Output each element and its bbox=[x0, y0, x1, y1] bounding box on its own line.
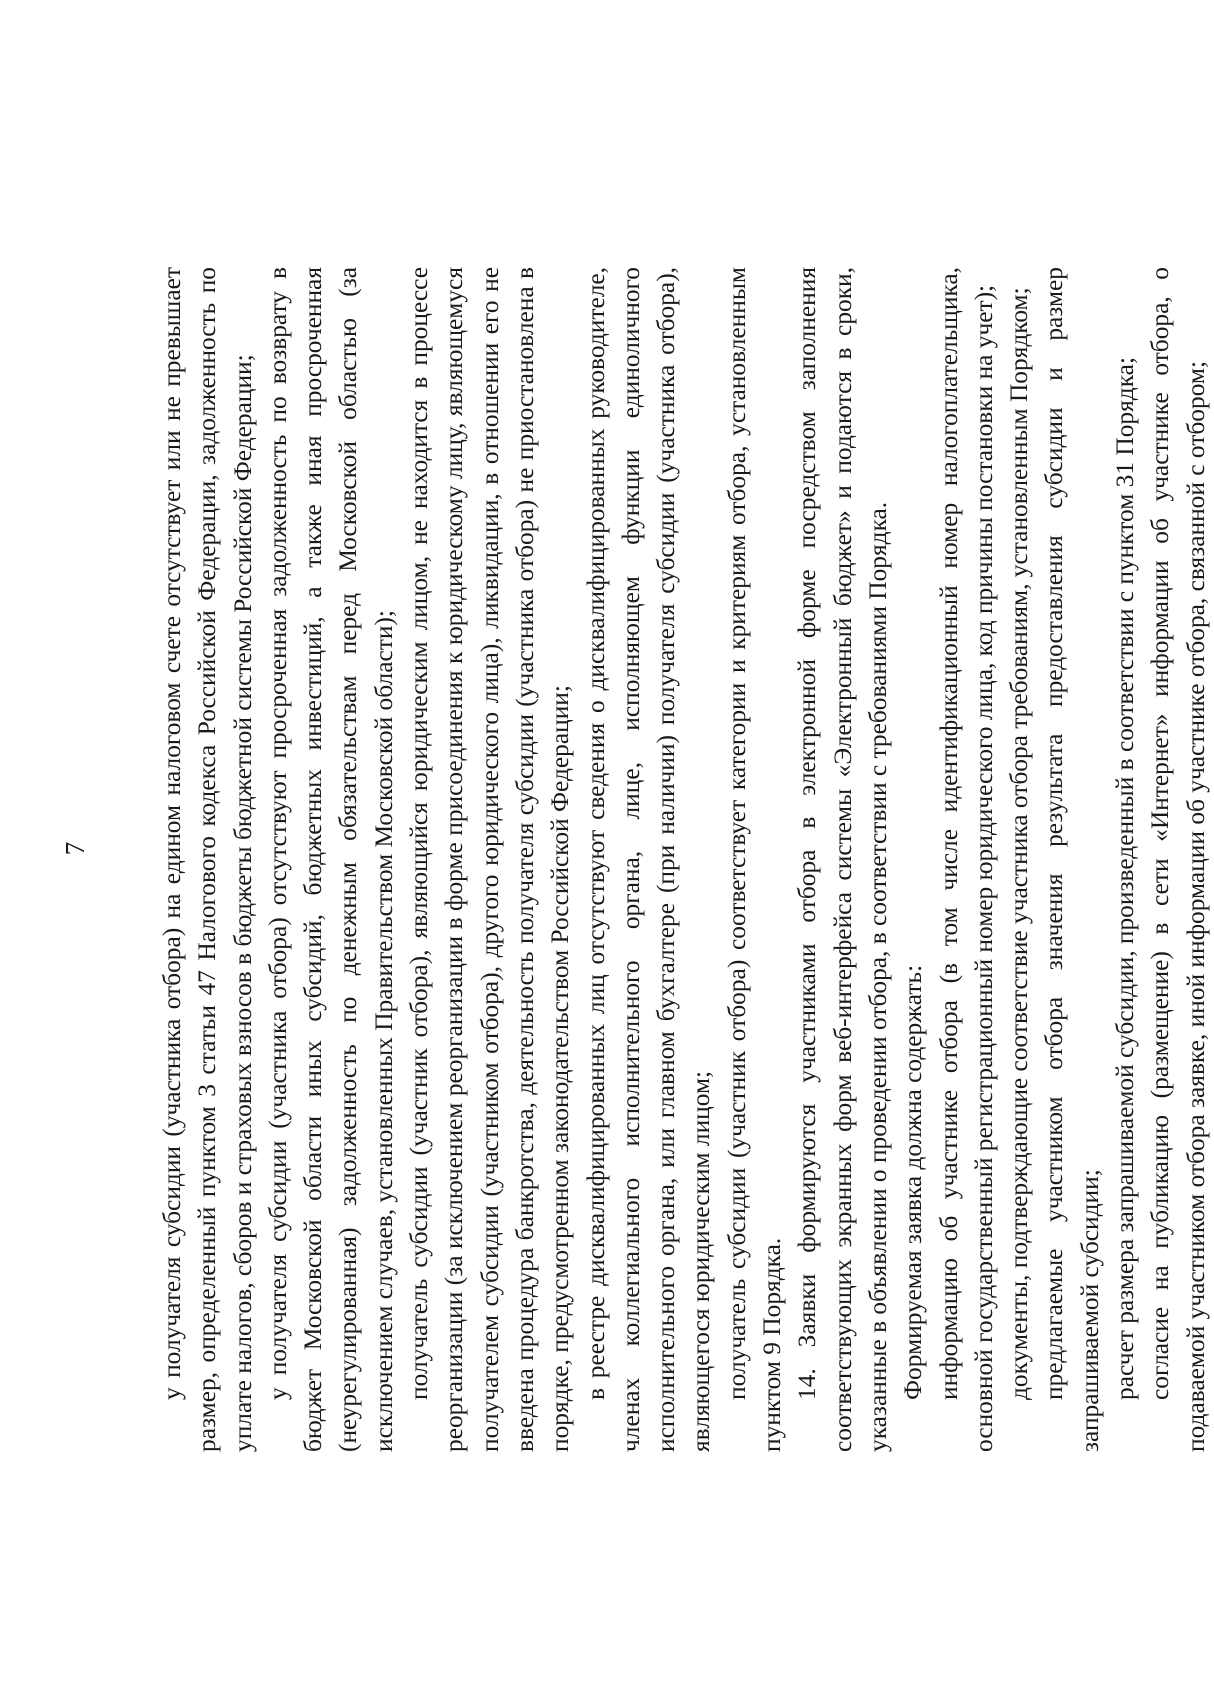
paragraph-9: документы, подтверждающие соответствие участника отбора требованиям, установленным Порядком; bbox=[1005, 287, 1034, 1400]
paragraph-2: у получателя субсидии (участника отбора) отсутствуют просроченная задолженность по возврату в бюджет Московской области иных субсидий, бюджетных инвестиций, а также иная просроченная (неурегулированная) задолженность по денежным обязательствам перед Московской областью (за исключением случаев, установленных Правительством Московской области); bbox=[263, 267, 398, 1452]
paragraph-8: информацию об участнике отбора (в том числе идентификационный номер налогоплательщика, основной государственный регистрационный номер юридического лица, код причины постановки на учет); bbox=[934, 267, 998, 1452]
paragraph-6: 14. Заявки формируются участниками отбора в электронной форме посредством заполнения соответствующих экранных форм веб-интерфейса системы «Электронный бюджет» и подаются в сроки, указанные в объявлении о проведении отбора, в соответствии с требованиями Порядка. bbox=[793, 267, 892, 1452]
paragraph-12: согласие на публикацию (размещение) в сети «Интернет» информации об участнике отбора, о подаваемой участником отбора заявке, иной информации об участнике отбора, связанной с отбором; bbox=[1146, 267, 1210, 1452]
paragraph-4: в реестре дисквалифицированных лиц отсутствуют сведения о дисквалифицированных руководителе, членах коллегиального исполнительного органа, лице, исполняющем функции единоличного исполнительного органа, или главном бухгалтере (при наличии) получателя субсидии (участника отбора), являющегося юридическим лицом; bbox=[581, 267, 716, 1452]
paragraph-5: получатель субсидии (участник отбора) соответствует категории и критериям отбора, установленным пунктом 9 Порядка. bbox=[722, 267, 787, 1452]
paragraph-11: расчет размера запрашиваемой субсидии, произведенный в соответствии с пунктом 31 Порядка; bbox=[1111, 357, 1140, 1400]
paragraph-10: предлагаемые участником отбора значения результата предоставления субсидии и размер запрашиваемой субсидии; bbox=[1040, 267, 1104, 1452]
paragraph-1: у получателя субсидии (участника отбора) на едином налоговом счете отсутствует или не превышает размер, определенный пунктом 3 статьи 47 Налогового кодекса Российской Федерации, задолженность по уплате налогов, сборов и страховых взносов в бюджеты бюджетной системы Российской Федерации; bbox=[158, 267, 257, 1452]
document-body bbox=[155, 267, 1214, 1452]
paragraph-3: получатель субсидии (участник отбора), являющийся юридическим лицом, не находится в процессе реорганизации (за исключением реорганизации в форме присоединения к юридическому лицу, являющемуся получателем субсидии (участником отбора), другого юридического лица), ликвидации, в отношении его не введена процедура банкротства, деятельность получателя субсидии (участника отбора) не приостановлена в порядке, предусмотренном законодательством Российской Федерации; bbox=[405, 267, 575, 1452]
page-number: 7 bbox=[60, 841, 90, 856]
paragraph-7: Формируемая заявка должна содержать: bbox=[899, 964, 928, 1400]
